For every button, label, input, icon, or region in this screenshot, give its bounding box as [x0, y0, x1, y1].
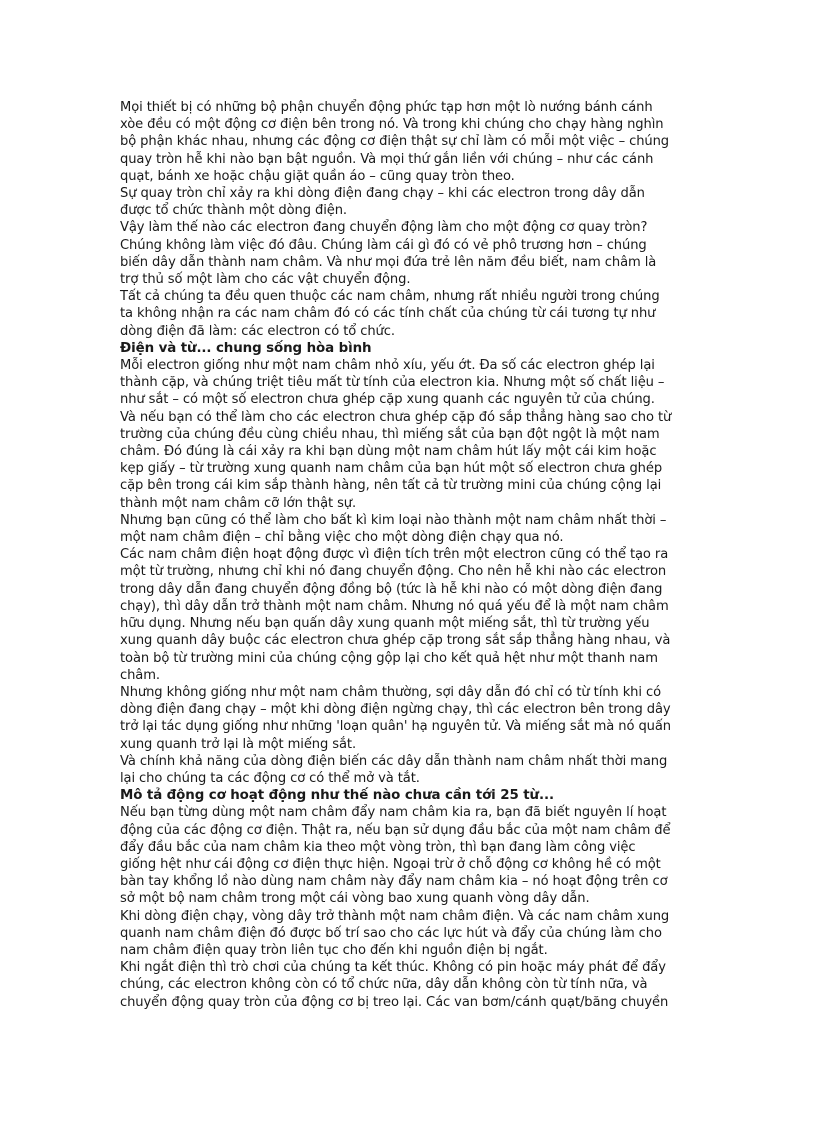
text-line: ta không nhận ra các nam châm đó có các tính chất của chúng từ cái tương tự như: [120, 306, 656, 322]
section-heading: Mô tả động cơ hoạt động như thế nào chưa cần tới 25 từ...: [120, 788, 554, 804]
paragraph: [120, 908, 705, 960]
document-page: [120, 99, 705, 1011]
text-line: trong dây dẫn đang chuyển động đồng bộ (tức là hễ khi nào có một dòng điện đang: [120, 581, 663, 597]
paragraph: [120, 959, 705, 1011]
text-line: Vậy làm thế nào các electron đang chuyển động làm cho một động cơ quay tròn?: [120, 220, 648, 236]
text-line: lại cho chúng ta các động cơ có thể mở và tắt.: [120, 770, 420, 786]
text-line: nam châm điện quay tròn liên tục cho đến khi nguồn điện bị ngắt.: [120, 942, 548, 958]
text-line: một nam châm điện – chỉ bằng việc cho một dòng điện chạy qua nó.: [120, 530, 564, 546]
text-line: trợ thủ số một làm cho các vật chuyển động.: [120, 272, 411, 288]
text-line: Và nếu bạn có thể làm cho các electron chưa ghép cặp đó sắp thẳng hàng sao cho từ: [120, 409, 672, 425]
text-line: Nếu bạn từng dùng một nam châm đẩy nam châm kia ra, bạn đã biết nguyên lí hoạt: [120, 805, 667, 821]
text-line: châm.: [120, 667, 160, 683]
text-line: châm. Đó đúng là cái xảy ra khi bạn dùng một nam châm hút lấy một cái kim hoặc: [120, 444, 657, 460]
text-line: Khi dòng điện chạy, vòng dây trở thành một nam châm điện. Và các nam châm xung: [120, 908, 670, 924]
text-line: động của các động cơ điện. Thật ra, nếu bạn sử dụng đầu bắc của một nam châm để: [120, 822, 671, 838]
paragraph: [120, 288, 705, 340]
text-line: Nhưng bạn cũng có thể làm cho bất kì kim loại nào thành một nam châm nhất thời –: [120, 512, 667, 528]
text-line: như sắt – có một số electron chưa ghép cặp xung quanh các nguyên tử của chúng.: [120, 392, 655, 408]
text-line: bộ phận khác nhau, nhưng các động cơ điện thật sự chỉ làm có mỗi một việc – chúng: [120, 134, 670, 150]
text-line: biến dây dẫn thành nam châm. Và như mọi đứa trẻ lên năm đều biết, nam châm là: [120, 254, 657, 270]
paragraph: [120, 546, 705, 684]
paragraph: [120, 804, 705, 907]
paragraph: [120, 185, 705, 219]
paragraph: [120, 99, 705, 185]
text-line: một từ trường, nhưng chỉ khi nó đang chuyển động. Cho nên hễ khi nào các electron: [120, 564, 667, 580]
text-line: dòng điện đã làm: các electron có tổ chức.: [120, 323, 395, 339]
text-line: chúng, các electron không còn có tổ chức nữa, dây dẫn không còn từ tính nữa, và: [120, 977, 648, 993]
text-line: xòe đều có một động cơ điện bên trong nó. Và trong khi chúng cho chạy hàng nghìn: [120, 117, 664, 133]
text-line: đẩy đầu bắc của nam châm kia theo một vòng tròn, thì bạn đang làm công việc: [120, 839, 636, 855]
text-line: giống hệt như cái động cơ điện thực hiện. Ngoại trừ ở chỗ động cơ không hề có một: [120, 856, 661, 872]
text-line: toàn bộ từ trường mini của chúng cộng gộp lại cho kết quả hệt như một thanh nam: [120, 650, 658, 666]
text-line: sở một bộ nam châm trong một cái vòng bao xung quanh vòng dây dẫn.: [120, 891, 590, 907]
text-line: dòng điện đang chạy – một khi dòng điện ngừng chạy, thì các electron bên trong dây: [120, 702, 671, 718]
paragraph: [120, 684, 705, 753]
paragraph: [120, 753, 705, 787]
paragraph: [120, 219, 705, 288]
text-line: thành một nam châm cỡ lớn thật sự.: [120, 495, 357, 511]
text-line: trường của chúng đều cùng chiều nhau, thì miếng sắt của bạn đột ngột là một nam: [120, 426, 660, 442]
text-line: hữu dụng. Nhưng nếu bạn quấn dây xung quanh một miếng sắt, thì từ trường yếu: [120, 616, 650, 632]
text-line: Và chính khả năng của dòng điện biến các dây dẫn thành nam châm nhất thời mang: [120, 753, 668, 769]
text-line: chạy), thì dây dẫn trở thành một nam châm. Nhưng nó quá yếu để là một nam châm: [120, 598, 669, 614]
paragraph: [120, 512, 705, 546]
text-line: chuyển động quay tròn của động cơ bị treo lại. Các van bơm/cánh quạt/băng chuyền: [120, 994, 669, 1010]
text-line: xung quanh dây buộc các electron chưa ghép cặp trong sắt sắp thẳng hàng nhau, và: [120, 633, 671, 649]
text-line: kẹp giấy – từ trường xung quanh nam châm của bạn hút một số electron chưa ghép: [120, 461, 663, 477]
text-line: Khi ngắt điện thì trò chơi của chúng ta kết thúc. Không có pin hoặc máy phát để đẩy: [120, 960, 666, 976]
text-line: thành cặp, và chúng triệt tiêu mất từ tính của electron kia. Nhưng một số chất liệu –: [120, 375, 665, 391]
text-line: bàn tay khổng lồ nào dùng nam châm này đẩy nam châm kia – nó hoạt động trên cơ: [120, 874, 668, 890]
text-line: Chúng không làm việc đó đâu. Chúng làm cái gì đó có vẻ phô trương hơn – chúng: [120, 237, 647, 253]
text-line: Mọi thiết bị có những bộ phận chuyển động phức tạp hơn một lò nướng bánh cánh: [120, 100, 653, 115]
text-line: Tất cả chúng ta đều quen thuộc các nam châm, nhưng rất nhiều người trong chúng: [120, 289, 660, 305]
text-line: quạt, bánh xe hoặc chậu giặt quần áo – cũng quay tròn theo.: [120, 168, 515, 184]
section-heading: Điện và từ... chung sống hòa bình: [120, 340, 372, 356]
text-line: Các nam châm điện hoạt động được vì điện tích trên một electron cũng có thể tạo ra: [120, 547, 669, 563]
paragraph: [120, 357, 705, 512]
text-line: quay tròn hễ khi nào bạn bật nguồn. Và mọi thứ gắn liền với chúng – như các cánh: [120, 151, 654, 167]
text-line: Nhưng không giống như một nam châm thường, sợi dây dẫn đó chỉ có từ tính khi có: [120, 684, 661, 700]
text-line: trở lại tác dụng giống như những 'loạn quân' hạ nguyên tử. Và miếng sắt mà nó quấn: [120, 719, 671, 735]
text-line: Mỗi electron giống như một nam châm nhỏ xíu, yếu ớt. Đa số các electron ghép lại: [120, 358, 655, 374]
text-line: Sự quay tròn chỉ xảy ra khi dòng điện đang chạy – khi các electron trong dây dẫn: [120, 186, 645, 202]
text-line: cặp bên trong cái kim sắp thành hàng, nên tất cả từ trường mini của chúng cộng lại: [120, 478, 662, 494]
text-line: quanh nam châm điện đó được bố trí sao cho các lực hút và đẩy của chúng làm cho: [120, 925, 662, 941]
text-line: được tổ chức thành một dòng điện.: [120, 203, 347, 219]
text-line: xung quanh trở lại là một miếng sắt.: [120, 736, 357, 752]
